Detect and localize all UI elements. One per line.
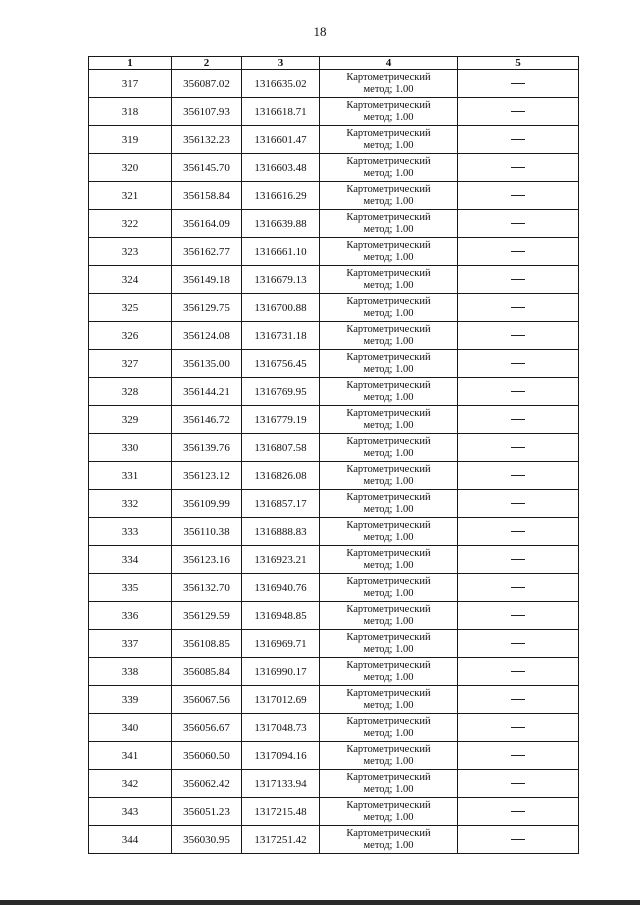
method-line-1: Картометрический [346, 435, 431, 447]
method-cell [320, 182, 458, 210]
x-coordinate-cell: 356146.72 [172, 406, 242, 434]
method-line-2: метод; 1.00 [363, 335, 414, 347]
table-row [89, 378, 579, 406]
empty-value-cell [458, 826, 579, 854]
point-number-cell: 321 [89, 182, 172, 210]
method-cell [320, 574, 458, 602]
method-line-1: Картометрический [346, 127, 431, 139]
y-coordinate-cell: 1317048.73 [242, 714, 320, 742]
y-coordinate-cell: 1316616.29 [242, 182, 320, 210]
table-row [89, 350, 579, 378]
dash-mark [511, 755, 525, 756]
table-row [89, 406, 579, 434]
method-line-2: метод; 1.00 [363, 195, 414, 207]
x-coordinate-cell: 356132.70 [172, 574, 242, 602]
method-cell [320, 322, 458, 350]
empty-value-cell [458, 70, 579, 98]
method-line-2: метод; 1.00 [363, 167, 414, 179]
point-number-cell: 323 [89, 238, 172, 266]
method-line-1: Картометрический [346, 603, 431, 615]
x-coordinate-cell: 356144.21 [172, 378, 242, 406]
empty-value-cell [458, 210, 579, 238]
method-cell [320, 154, 458, 182]
column-header: 3 [242, 57, 320, 70]
empty-value-cell [458, 686, 579, 714]
dash-mark [511, 811, 525, 812]
method-cell [320, 98, 458, 126]
dash-mark [511, 279, 525, 280]
x-coordinate-cell: 356056.67 [172, 714, 242, 742]
point-number-cell: 340 [89, 714, 172, 742]
dash-mark [511, 447, 525, 448]
table-row [89, 266, 579, 294]
table-row [89, 798, 579, 826]
method-line-1: Картометрический [346, 799, 431, 811]
y-coordinate-cell: 1316618.71 [242, 98, 320, 126]
empty-value-cell [458, 266, 579, 294]
empty-value-cell [458, 714, 579, 742]
method-cell [320, 490, 458, 518]
point-number-cell: 343 [89, 798, 172, 826]
method-line-1: Картометрический [346, 771, 431, 783]
method-cell [320, 686, 458, 714]
point-number-cell: 333 [89, 518, 172, 546]
empty-value-cell [458, 378, 579, 406]
dash-mark [511, 419, 525, 420]
table-row [89, 322, 579, 350]
empty-value-cell [458, 630, 579, 658]
x-coordinate-cell: 356109.99 [172, 490, 242, 518]
dash-mark [511, 363, 525, 364]
method-cell [320, 518, 458, 546]
method-line-2: метод; 1.00 [363, 475, 414, 487]
point-number-cell: 328 [89, 378, 172, 406]
point-number-cell: 344 [89, 826, 172, 854]
coordinates-table [88, 56, 579, 854]
method-line-1: Картометрический [346, 659, 431, 671]
method-line-2: метод; 1.00 [363, 83, 414, 95]
point-number-cell: 324 [89, 266, 172, 294]
empty-value-cell [458, 322, 579, 350]
table-row [89, 742, 579, 770]
y-coordinate-cell: 1316940.76 [242, 574, 320, 602]
column-header: 2 [172, 57, 242, 70]
y-coordinate-cell: 1316661.10 [242, 238, 320, 266]
method-line-2: метод; 1.00 [363, 811, 414, 823]
point-number-cell: 322 [89, 210, 172, 238]
point-number-cell: 337 [89, 630, 172, 658]
method-cell [320, 378, 458, 406]
point-number-cell: 342 [89, 770, 172, 798]
method-line-1: Картометрический [346, 71, 431, 83]
dash-mark [511, 559, 525, 560]
point-number-cell: 325 [89, 294, 172, 322]
empty-value-cell [458, 462, 579, 490]
point-number-cell: 331 [89, 462, 172, 490]
table-row [89, 686, 579, 714]
table-row [89, 70, 579, 98]
y-coordinate-cell: 1317094.16 [242, 742, 320, 770]
method-cell [320, 238, 458, 266]
method-line-2: метод; 1.00 [363, 111, 414, 123]
empty-value-cell [458, 574, 579, 602]
dash-mark [511, 195, 525, 196]
column-header: 4 [320, 57, 458, 70]
x-coordinate-cell: 356060.50 [172, 742, 242, 770]
table-row [89, 98, 579, 126]
table-row [89, 238, 579, 266]
method-cell [320, 434, 458, 462]
method-cell [320, 546, 458, 574]
empty-value-cell [458, 154, 579, 182]
table-row [89, 154, 579, 182]
dash-mark [511, 167, 525, 168]
method-line-2: метод; 1.00 [363, 251, 414, 263]
method-cell [320, 630, 458, 658]
method-line-1: Картометрический [346, 715, 431, 727]
y-coordinate-cell: 1316807.58 [242, 434, 320, 462]
method-line-1: Картометрический [346, 183, 431, 195]
x-coordinate-cell: 356087.02 [172, 70, 242, 98]
x-coordinate-cell: 356107.93 [172, 98, 242, 126]
method-line-2: метод; 1.00 [363, 783, 414, 795]
empty-value-cell [458, 98, 579, 126]
method-line-2: метод; 1.00 [363, 223, 414, 235]
table-header-row [89, 57, 579, 70]
method-line-1: Картометрический [346, 211, 431, 223]
dash-mark [511, 671, 525, 672]
table-row [89, 182, 579, 210]
empty-value-cell [458, 182, 579, 210]
y-coordinate-cell: 1316731.18 [242, 322, 320, 350]
method-cell [320, 602, 458, 630]
y-coordinate-cell: 1316635.02 [242, 70, 320, 98]
empty-value-cell [458, 238, 579, 266]
y-coordinate-cell: 1316779.19 [242, 406, 320, 434]
y-coordinate-cell: 1316639.88 [242, 210, 320, 238]
dash-mark [511, 251, 525, 252]
dash-mark [511, 615, 525, 616]
method-line-2: метод; 1.00 [363, 391, 414, 403]
method-line-1: Картометрический [346, 295, 431, 307]
x-coordinate-cell: 356062.42 [172, 770, 242, 798]
y-coordinate-cell: 1316923.21 [242, 546, 320, 574]
table-row [89, 658, 579, 686]
x-coordinate-cell: 356145.70 [172, 154, 242, 182]
method-line-2: метод; 1.00 [363, 279, 414, 291]
method-cell [320, 742, 458, 770]
method-line-2: метод; 1.00 [363, 531, 414, 543]
x-coordinate-cell: 356132.23 [172, 126, 242, 154]
y-coordinate-cell: 1316769.95 [242, 378, 320, 406]
point-number-cell: 326 [89, 322, 172, 350]
x-coordinate-cell: 356158.84 [172, 182, 242, 210]
point-number-cell: 332 [89, 490, 172, 518]
dash-mark [511, 139, 525, 140]
method-line-1: Картометрический [346, 631, 431, 643]
method-line-1: Картометрический [346, 407, 431, 419]
dash-mark [511, 475, 525, 476]
table-row [89, 294, 579, 322]
empty-value-cell [458, 798, 579, 826]
empty-value-cell [458, 602, 579, 630]
dash-mark [511, 391, 525, 392]
empty-value-cell [458, 434, 579, 462]
method-line-1: Картометрический [346, 155, 431, 167]
empty-value-cell [458, 126, 579, 154]
point-number-cell: 318 [89, 98, 172, 126]
method-line-2: метод; 1.00 [363, 699, 414, 711]
empty-value-cell [458, 658, 579, 686]
dash-mark [511, 727, 525, 728]
method-cell [320, 826, 458, 854]
method-line-1: Картометрический [346, 323, 431, 335]
y-coordinate-cell: 1316969.71 [242, 630, 320, 658]
scan-edge-line [0, 900, 640, 905]
y-coordinate-cell: 1316603.48 [242, 154, 320, 182]
point-number-cell: 317 [89, 70, 172, 98]
x-coordinate-cell: 356124.08 [172, 322, 242, 350]
method-cell [320, 70, 458, 98]
method-line-2: метод; 1.00 [363, 755, 414, 767]
table-row [89, 714, 579, 742]
column-header: 5 [458, 57, 579, 70]
method-cell [320, 714, 458, 742]
table-row [89, 434, 579, 462]
method-line-1: Картометрический [346, 99, 431, 111]
method-line-1: Картометрический [346, 547, 431, 559]
dash-mark [511, 587, 525, 588]
empty-value-cell [458, 518, 579, 546]
point-number-cell: 330 [89, 434, 172, 462]
y-coordinate-cell: 1316888.83 [242, 518, 320, 546]
point-number-cell: 334 [89, 546, 172, 574]
dash-mark [511, 307, 525, 308]
point-number-cell: 319 [89, 126, 172, 154]
method-line-2: метод; 1.00 [363, 307, 414, 319]
method-line-2: метод; 1.00 [363, 643, 414, 655]
y-coordinate-cell: 1316601.47 [242, 126, 320, 154]
x-coordinate-cell: 356110.38 [172, 518, 242, 546]
y-coordinate-cell: 1317012.69 [242, 686, 320, 714]
point-number-cell: 339 [89, 686, 172, 714]
dash-mark [511, 223, 525, 224]
table-row [89, 126, 579, 154]
method-line-1: Картометрический [346, 491, 431, 503]
empty-value-cell [458, 490, 579, 518]
method-cell [320, 126, 458, 154]
point-number-cell: 341 [89, 742, 172, 770]
table-row [89, 826, 579, 854]
method-line-2: метод; 1.00 [363, 671, 414, 683]
empty-value-cell [458, 294, 579, 322]
empty-value-cell [458, 742, 579, 770]
method-cell [320, 294, 458, 322]
page-number: 18 [313, 24, 327, 39]
method-line-2: метод; 1.00 [363, 727, 414, 739]
method-line-2: метод; 1.00 [363, 839, 414, 851]
method-line-1: Картометрический [346, 239, 431, 251]
method-line-1: Картометрический [346, 575, 431, 587]
method-cell [320, 798, 458, 826]
table-row [89, 770, 579, 798]
x-coordinate-cell: 356162.77 [172, 238, 242, 266]
method-line-2: метод; 1.00 [363, 363, 414, 375]
x-coordinate-cell: 356085.84 [172, 658, 242, 686]
x-coordinate-cell: 356139.76 [172, 434, 242, 462]
table-row [89, 490, 579, 518]
point-number-cell: 329 [89, 406, 172, 434]
table-row [89, 462, 579, 490]
method-line-2: метод; 1.00 [363, 615, 414, 627]
method-line-1: Картометрический [346, 827, 431, 839]
method-line-2: метод; 1.00 [363, 419, 414, 431]
dash-mark [511, 503, 525, 504]
x-coordinate-cell: 356123.12 [172, 462, 242, 490]
table-row [89, 630, 579, 658]
y-coordinate-cell: 1316756.45 [242, 350, 320, 378]
empty-value-cell [458, 350, 579, 378]
x-coordinate-cell: 356129.75 [172, 294, 242, 322]
empty-value-cell [458, 770, 579, 798]
y-coordinate-cell: 1317215.48 [242, 798, 320, 826]
dash-mark [511, 783, 525, 784]
x-coordinate-cell: 356149.18 [172, 266, 242, 294]
y-coordinate-cell: 1317133.94 [242, 770, 320, 798]
y-coordinate-cell: 1316700.88 [242, 294, 320, 322]
method-cell [320, 658, 458, 686]
dash-mark [511, 839, 525, 840]
method-line-1: Картометрический [346, 351, 431, 363]
point-number-cell: 338 [89, 658, 172, 686]
method-line-2: метод; 1.00 [363, 587, 414, 599]
method-line-2: метод; 1.00 [363, 447, 414, 459]
table-row [89, 546, 579, 574]
column-header: 1 [89, 57, 172, 70]
point-number-cell: 320 [89, 154, 172, 182]
x-coordinate-cell: 356164.09 [172, 210, 242, 238]
method-cell [320, 406, 458, 434]
dash-mark [511, 83, 525, 84]
table-row [89, 210, 579, 238]
x-coordinate-cell: 356030.95 [172, 826, 242, 854]
x-coordinate-cell: 356067.56 [172, 686, 242, 714]
method-line-1: Картометрический [346, 267, 431, 279]
method-line-1: Картометрический [346, 687, 431, 699]
y-coordinate-cell: 1316679.13 [242, 266, 320, 294]
dash-mark [511, 699, 525, 700]
method-line-2: метод; 1.00 [363, 139, 414, 151]
dash-mark [511, 531, 525, 532]
point-number-cell: 336 [89, 602, 172, 630]
x-coordinate-cell: 356129.59 [172, 602, 242, 630]
y-coordinate-cell: 1317251.42 [242, 826, 320, 854]
x-coordinate-cell: 356108.85 [172, 630, 242, 658]
y-coordinate-cell: 1316990.17 [242, 658, 320, 686]
x-coordinate-cell: 356051.23 [172, 798, 242, 826]
method-line-2: метод; 1.00 [363, 503, 414, 515]
method-cell [320, 770, 458, 798]
table-row [89, 602, 579, 630]
method-cell [320, 266, 458, 294]
method-line-1: Картометрический [346, 743, 431, 755]
point-number-cell: 327 [89, 350, 172, 378]
method-cell [320, 350, 458, 378]
empty-value-cell [458, 406, 579, 434]
method-cell [320, 462, 458, 490]
method-line-1: Картометрический [346, 519, 431, 531]
point-number-cell: 335 [89, 574, 172, 602]
dash-mark [511, 335, 525, 336]
x-coordinate-cell: 356123.16 [172, 546, 242, 574]
x-coordinate-cell: 356135.00 [172, 350, 242, 378]
method-line-2: метод; 1.00 [363, 559, 414, 571]
empty-value-cell [458, 546, 579, 574]
dash-mark [511, 111, 525, 112]
table-row [89, 574, 579, 602]
y-coordinate-cell: 1316857.17 [242, 490, 320, 518]
method-cell [320, 210, 458, 238]
table-row [89, 518, 579, 546]
dash-mark [511, 643, 525, 644]
y-coordinate-cell: 1316826.08 [242, 462, 320, 490]
y-coordinate-cell: 1316948.85 [242, 602, 320, 630]
method-line-1: Картометрический [346, 379, 431, 391]
method-line-1: Картометрический [346, 463, 431, 475]
